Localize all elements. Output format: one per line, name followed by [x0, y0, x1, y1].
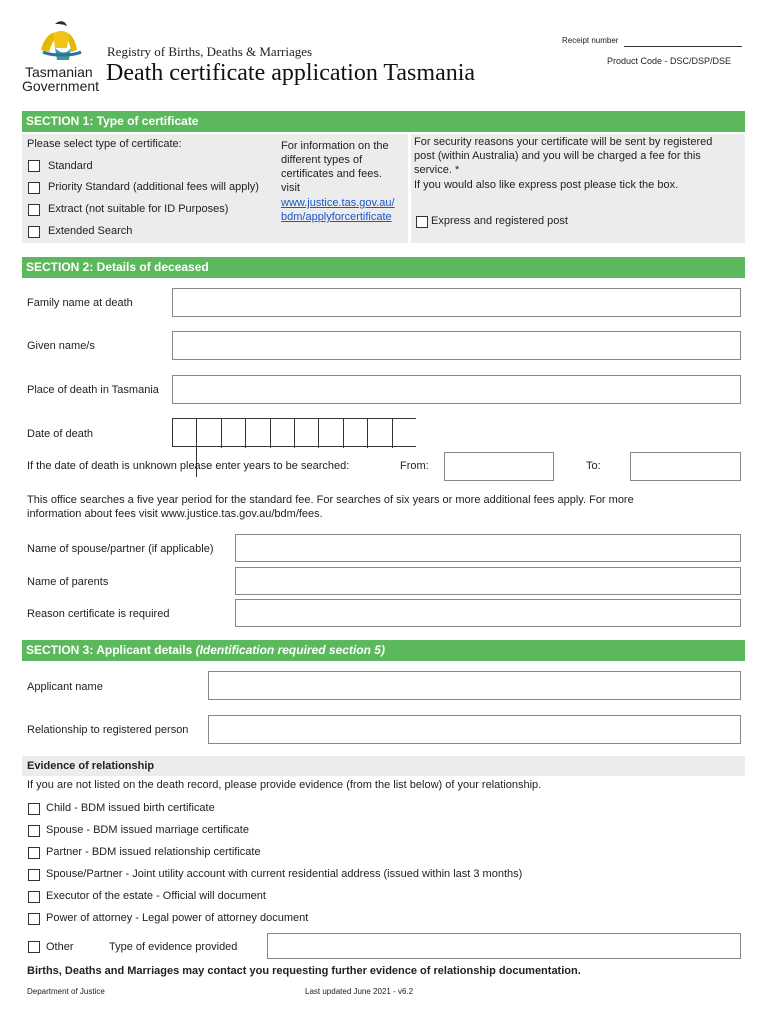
evidence-spouse-checkbox[interactable] [28, 825, 40, 837]
place-of-death-input[interactable] [172, 375, 741, 404]
evidence-executor-checkbox[interactable] [28, 891, 40, 903]
page-title: Death certificate application Tasmania [106, 60, 476, 86]
extract-label: Extract (not suitable for ID Purposes) [48, 203, 229, 215]
info-line-4: visit [281, 182, 300, 194]
section2-header: SECTION 2: Details of deceased [22, 257, 745, 278]
security-line-3: service. * [414, 164, 460, 176]
certificate-info-link-line2[interactable]: bdm/applyforcertificate [281, 211, 392, 223]
footer-department: Department of Justice [27, 987, 105, 996]
evidence-other-checkbox[interactable] [28, 941, 40, 953]
spouse-label: Name of spouse/partner (if applicable) [27, 543, 214, 555]
to-label: To: [586, 460, 601, 472]
evidence-type-input[interactable] [267, 933, 741, 959]
given-names-input[interactable] [172, 331, 741, 360]
section3-title-note: (Identification required section 5) [195, 643, 385, 657]
contact-note: Births, Deaths and Marriages may contact you requesting further evidence of relationship documentation. [27, 965, 581, 977]
info-line-2: different types of [281, 154, 363, 166]
date-of-death-label: Date of death [27, 428, 94, 440]
reason-input[interactable] [235, 599, 741, 627]
reason-label: Reason certificate is required [27, 608, 170, 620]
standard-checkbox[interactable] [28, 160, 40, 172]
evidence-executor-label: Executor of the estate - Official will document [46, 890, 266, 902]
family-name-label: Family name at death [27, 297, 133, 309]
from-label: From: [400, 460, 429, 472]
section1-header: SECTION 1: Type of certificate [22, 111, 745, 132]
evidence-other-label: Other [46, 941, 74, 953]
government-logo [33, 20, 91, 66]
priority-standard-checkbox[interactable] [28, 182, 40, 194]
receipt-number-label: Receipt number [562, 36, 619, 45]
relationship-label: Relationship to registered person [27, 724, 189, 736]
evidence-intro: If you are not listed on the death record, please provide evidence (from the list below) of your relationship. [27, 779, 542, 791]
priority-standard-label: Priority Standard (additional fees will apply) [48, 181, 259, 193]
to-year-input[interactable] [630, 452, 741, 481]
security-line-4: If you would also like express post please tick the box. [414, 179, 679, 191]
parents-input[interactable] [235, 567, 741, 595]
org-name-line1: Tasmanian [25, 64, 93, 80]
evidence-utility-checkbox[interactable] [28, 869, 40, 881]
spouse-input[interactable] [235, 534, 741, 562]
evidence-attorney-checkbox[interactable] [28, 913, 40, 925]
registry-name: Registry of Births, Deaths & Marriages [107, 44, 313, 59]
product-code: Product Code - DSC/DSP/DSE [607, 56, 732, 66]
evidence-partner-label: Partner - BDM issued relationship certificate [46, 846, 261, 858]
security-line-1: For security reasons your certificate will be sent by registered [414, 136, 713, 148]
info-line-1: For information on the [281, 140, 389, 152]
evidence-utility-label: Spouse/Partner - Joint utility account with current residential address (issued within last 3 months) [46, 868, 523, 880]
certificate-type-prompt: Please select type of certificate: [27, 138, 182, 150]
evidence-attorney-label: Power of attorney - Legal power of attorney document [46, 912, 309, 924]
section3-title: SECTION 3: Applicant details [26, 643, 196, 657]
footer-updated: Last updated June 2021 - v6.2 [305, 987, 414, 996]
date-of-death-input[interactable] [172, 418, 416, 447]
evidence-heading: Evidence of relationship [27, 760, 155, 772]
standard-label: Standard [48, 160, 93, 172]
unknown-date-label: If the date of death is unknown please enter years to be searched: [27, 460, 350, 472]
applicant-name-input[interactable] [208, 671, 741, 700]
receipt-number-line[interactable] [624, 46, 742, 47]
evidence-child-checkbox[interactable] [28, 803, 40, 815]
extract-checkbox[interactable] [28, 204, 40, 216]
extended-search-checkbox[interactable] [28, 226, 40, 238]
info-line-3: certificates and fees. [281, 168, 382, 180]
search-fee-note-line1: This office searches a five year period for the standard fee. For searches of six years or more additional fees apply. For more [27, 494, 634, 506]
section3-header [22, 640, 745, 661]
express-post-checkbox[interactable] [416, 216, 428, 228]
parents-label: Name of parents [27, 576, 109, 588]
from-year-input[interactable] [444, 452, 554, 481]
extended-search-label: Extended Search [48, 225, 133, 237]
express-post-label: Express and registered post [431, 215, 568, 227]
search-fee-note-line2: information about fees visit www.justice.tas.gov.au/bdm/fees. [27, 508, 323, 520]
evidence-child-label: Child - BDM issued birth certificate [46, 802, 215, 814]
certificate-info-link-line1[interactable]: www.justice.tas.gov.au/ [281, 197, 395, 209]
family-name-input[interactable] [172, 288, 741, 317]
evidence-partner-checkbox[interactable] [28, 847, 40, 859]
place-of-death-label: Place of death in Tasmania [27, 384, 159, 396]
security-line-2: post (within Australia) and you will be charged a fee for this [414, 150, 701, 162]
org-name-line2: Government [22, 78, 100, 94]
evidence-spouse-label: Spouse - BDM issued marriage certificate [46, 824, 249, 836]
relationship-input[interactable] [208, 715, 741, 744]
applicant-name-label: Applicant name [27, 681, 103, 693]
evidence-type-label: Type of evidence provided [109, 941, 238, 953]
given-names-label: Given name/s [27, 340, 95, 352]
